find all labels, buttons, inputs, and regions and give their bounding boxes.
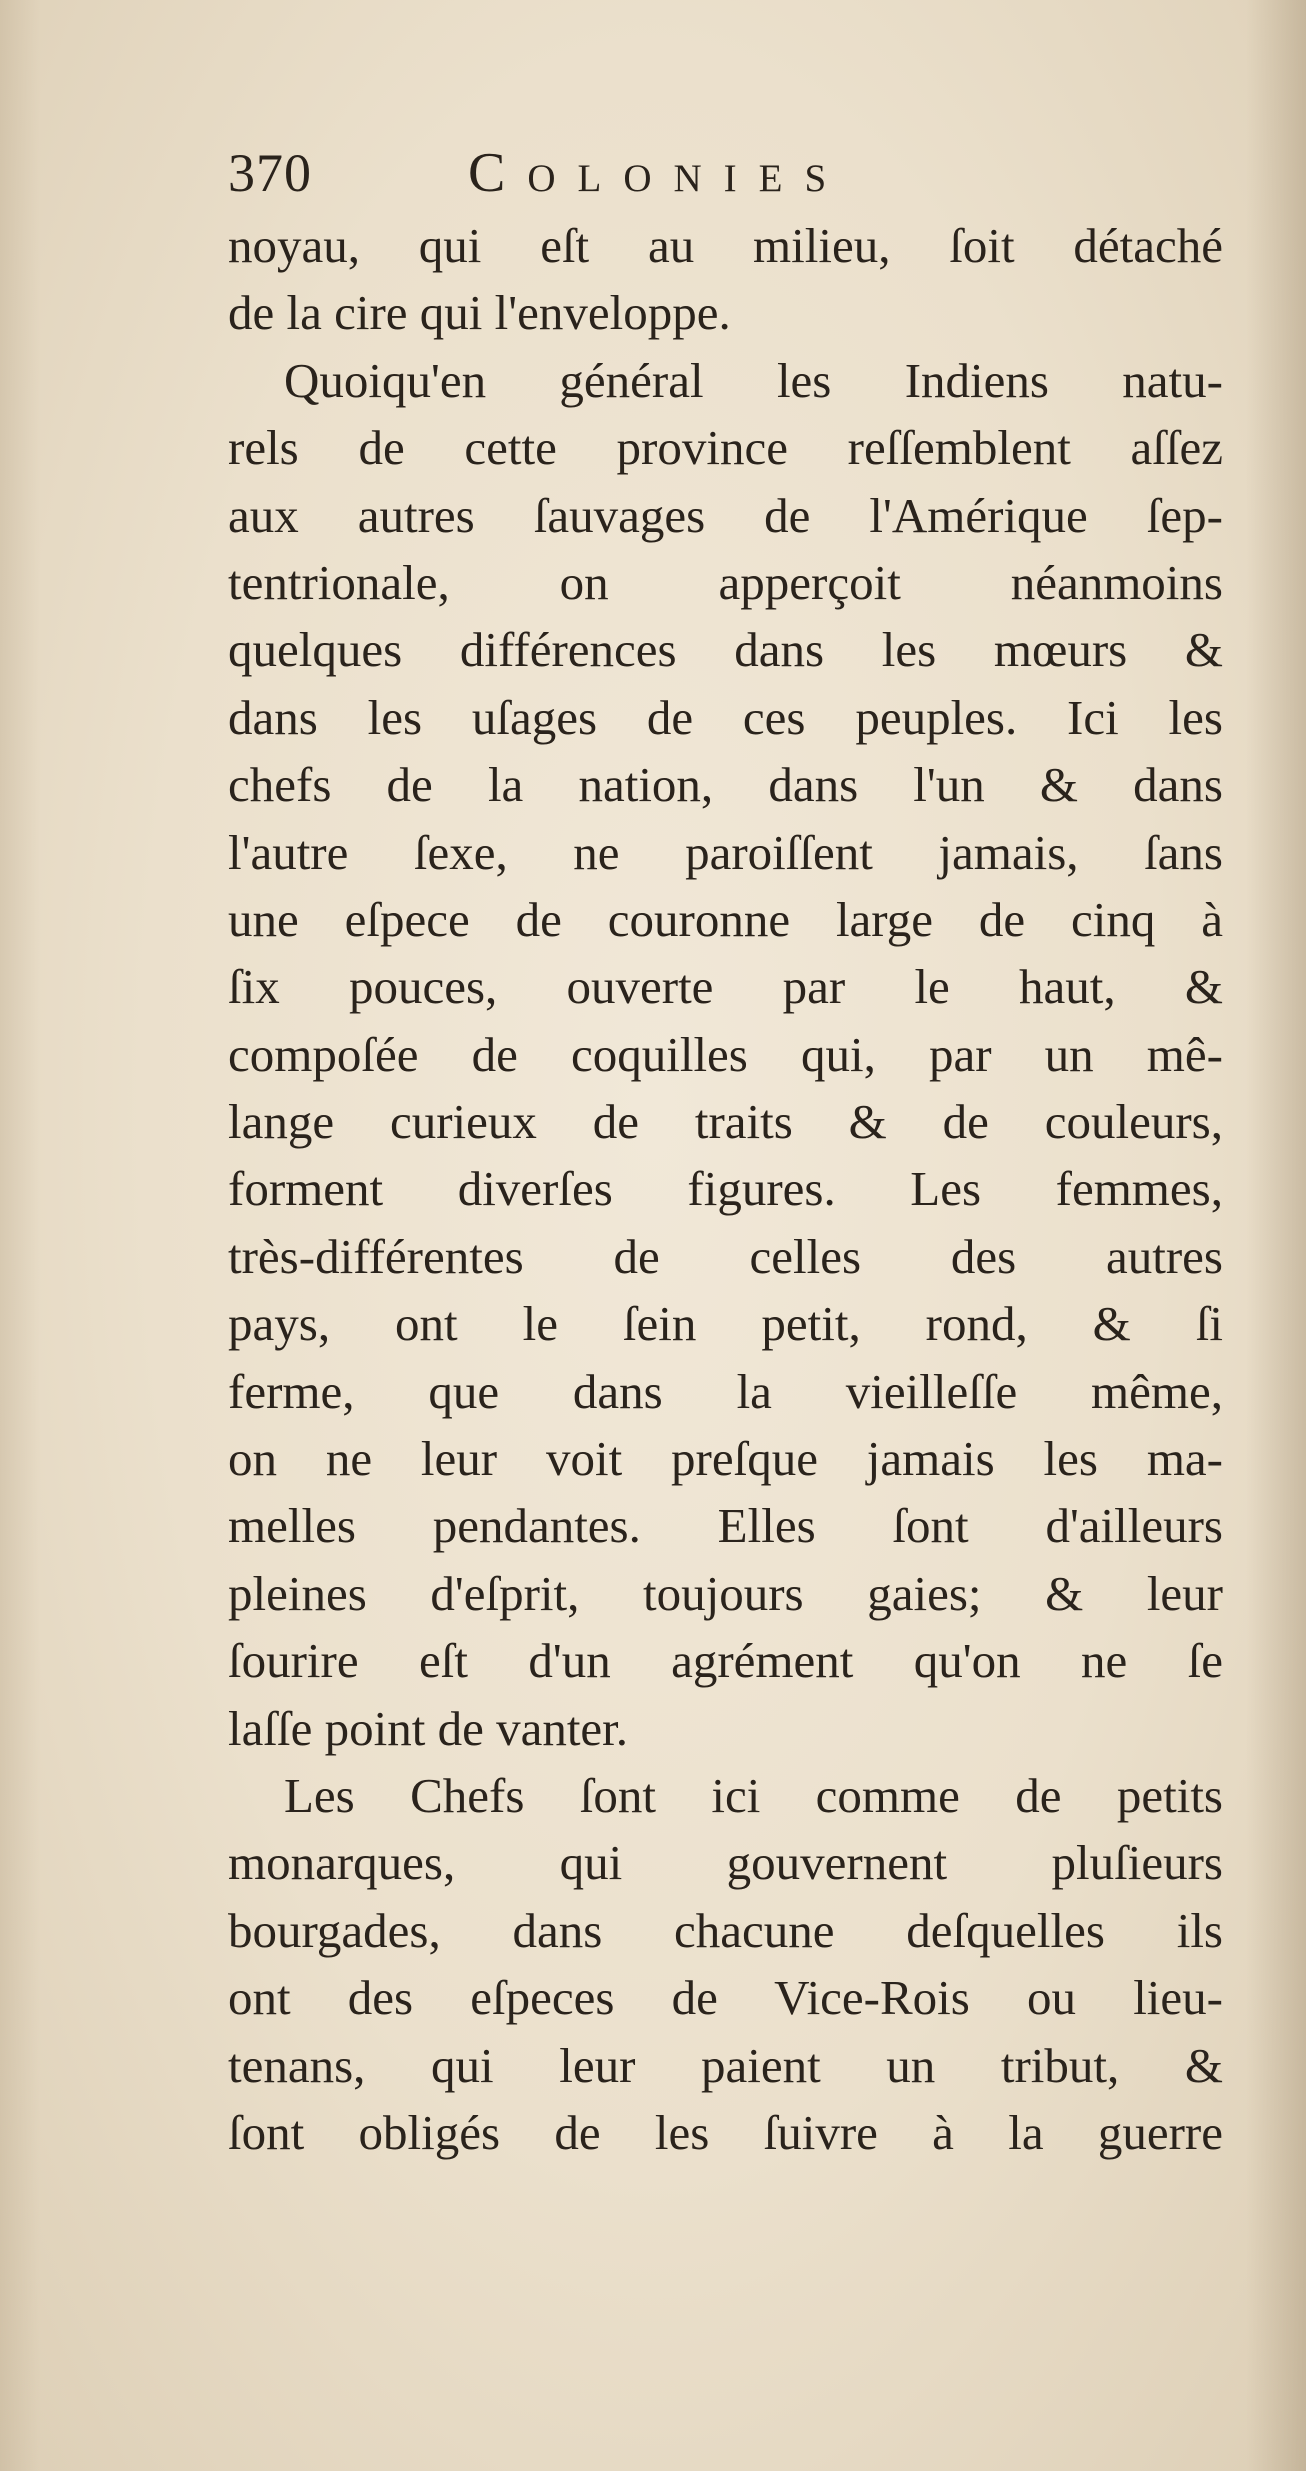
text-line: tentrionale, on apperçoit néanmoins — [228, 554, 1223, 610]
text-line: on ne leur voit preſque jamais les ma- — [228, 1431, 1223, 1487]
text-line: ont des eſpeces de Vice-Rois ou lieu- — [228, 1970, 1223, 2026]
text-line: monarques, qui gouvernent pluſieurs — [228, 1835, 1223, 1891]
text-line: pleines d'eſprit, toujours gaies; & leur — [228, 1565, 1223, 1621]
page-edge-shading — [0, 0, 40, 2471]
text-line: compoſée de coquilles qui, par un mê- — [228, 1026, 1223, 1082]
body-text — [228, 212, 1228, 2166]
text-line: ſont obligés de les ſuivre à la guerre — [228, 2104, 1223, 2160]
running-title: Colonies — [468, 142, 849, 204]
text-line: dans les uſages de ces peuples. Ici les — [228, 689, 1223, 745]
text-line: forment diverſes figures. Les femmes, — [228, 1161, 1223, 1217]
text-line: quelques différences dans les mœurs & — [228, 622, 1223, 678]
paragraph-start-line: Les Chefs ſont ici comme de petits — [284, 1767, 1223, 1823]
text-line: chefs de la nation, dans l'un & dans — [228, 757, 1223, 813]
text-line: ſourire eſt d'un agrément qu'on ne ſe — [228, 1633, 1223, 1689]
page-number: 370 — [228, 143, 312, 203]
text-line: bourgades, dans chacune deſquelles ils — [228, 1902, 1223, 1958]
paragraph-start-line: Quoiqu'en général les Indiens natu- — [284, 352, 1223, 408]
running-head — [228, 138, 1048, 208]
text-line: ſix pouces, ouverte par le haut, & — [228, 959, 1223, 1015]
text-line: aux autres ſauvages de l'Amérique ſep- — [228, 487, 1223, 543]
text-line: très-différentes de celles des autres — [228, 1228, 1223, 1284]
text-line: lange curieux de traits & de couleurs, — [228, 1094, 1223, 1150]
text-line: l'autre ſexe, ne paroiſſent jamais, ſans — [228, 824, 1223, 880]
text-line: melles pendantes. Elles ſont d'ailleurs — [228, 1498, 1223, 1554]
text-line: noyau, qui eſt au milieu, ſoit détaché — [228, 218, 1223, 273]
text-line: tenans, qui leur paient un tribut, & — [228, 2037, 1223, 2093]
text-line: rels de cette province reſſemblent aſſez — [228, 420, 1223, 476]
text-line: une eſpece de couronne large de cinq à — [228, 891, 1223, 947]
text-line: de la cire qui l'enveloppe. — [228, 285, 731, 341]
text-line: pays, ont le ſein petit, rond, & ſi — [228, 1296, 1223, 1352]
spine-shadow — [1246, 0, 1306, 2471]
text-line: laſſe point de vanter. — [228, 1700, 629, 1756]
text-line: ferme, que dans la vieilleſſe même, — [228, 1363, 1223, 1419]
